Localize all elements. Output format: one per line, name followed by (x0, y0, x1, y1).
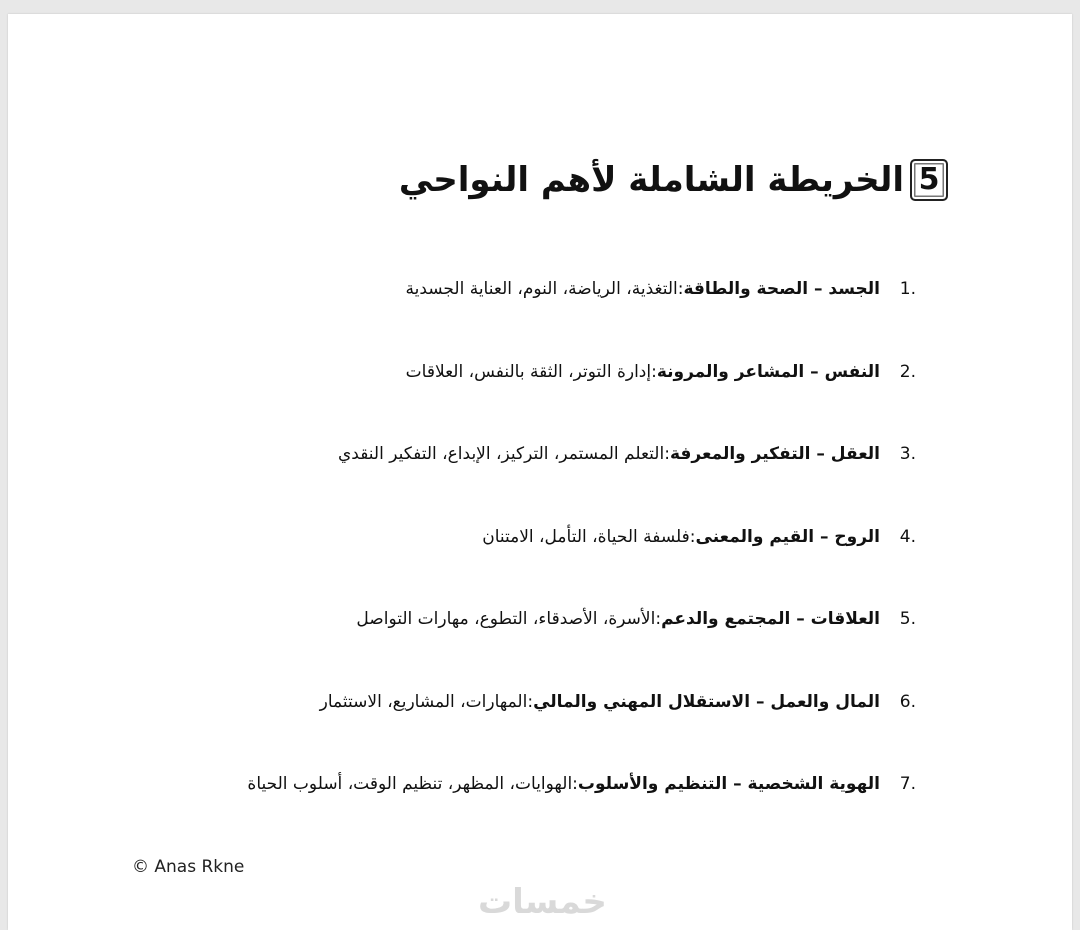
item-description: المهارات، المشاريع، الاستثمار (319, 691, 528, 712)
list-item (247, 743, 916, 826)
watermark-logo: خمسات (478, 882, 607, 922)
item-title: النفس – المشاعر والمرونة (656, 361, 880, 382)
list-item (247, 248, 916, 331)
item-title: الروح – القيم والمعنى (695, 526, 880, 547)
item-colon: : (677, 279, 684, 300)
item-description: فلسفة الحياة، التأمل، الامتنان (482, 526, 690, 547)
item-description: التغذية، الرياضة، النوم، العناية الجسدية (405, 279, 678, 300)
section-title: الخريطة الشاملة لأهم النواحي (398, 160, 904, 200)
item-number: 6. (899, 691, 916, 712)
item-colon: : (655, 609, 662, 630)
item-colon: : (572, 774, 578, 795)
item-description: الأسرة، الأصدقاء، التطوع، مهارات التواصل (356, 609, 656, 630)
list-item (247, 413, 916, 496)
document-page (8, 14, 1072, 930)
item-colon: : (527, 691, 534, 712)
item-colon: : (664, 444, 670, 465)
item-title: الجسد – الصحة والطاقة (683, 279, 880, 300)
item-description: إدارة التوتر، الثقة بالنفس، العلاقات (405, 361, 652, 382)
item-description: الهوايات، المظهر، تنظيم الوقت، أسلوب الحياة (247, 774, 573, 795)
list-item (247, 578, 916, 661)
item-number: 5. (899, 609, 916, 630)
item-title: العقل – التفكير والمعرفة (669, 444, 880, 465)
item-number: 2. (899, 361, 916, 382)
item-number: 7. (899, 774, 916, 795)
section-number-badge: 5 (910, 159, 948, 201)
item-number: 3. (899, 444, 916, 465)
item-number: 1. (899, 279, 916, 300)
item-colon: : (651, 361, 657, 382)
section-heading (399, 159, 948, 201)
list-item (247, 661, 916, 744)
list-item (247, 496, 916, 579)
item-colon: : (689, 526, 696, 547)
item-number: 4. (899, 526, 916, 547)
item-title: المال والعمل – الاستقلال المهني والمالي (533, 691, 880, 712)
item-title: الهوية الشخصية – التنظيم والأسلوب (577, 774, 880, 795)
list-item (247, 331, 916, 414)
item-title: العلاقات – المجتمع والدعم (661, 609, 880, 630)
copyright-text: © Anas Rkne (132, 857, 245, 877)
areas-list (247, 248, 916, 826)
item-description: التعلم المستمر، التركيز، الإبداع، التفكير النقدي (337, 444, 665, 465)
